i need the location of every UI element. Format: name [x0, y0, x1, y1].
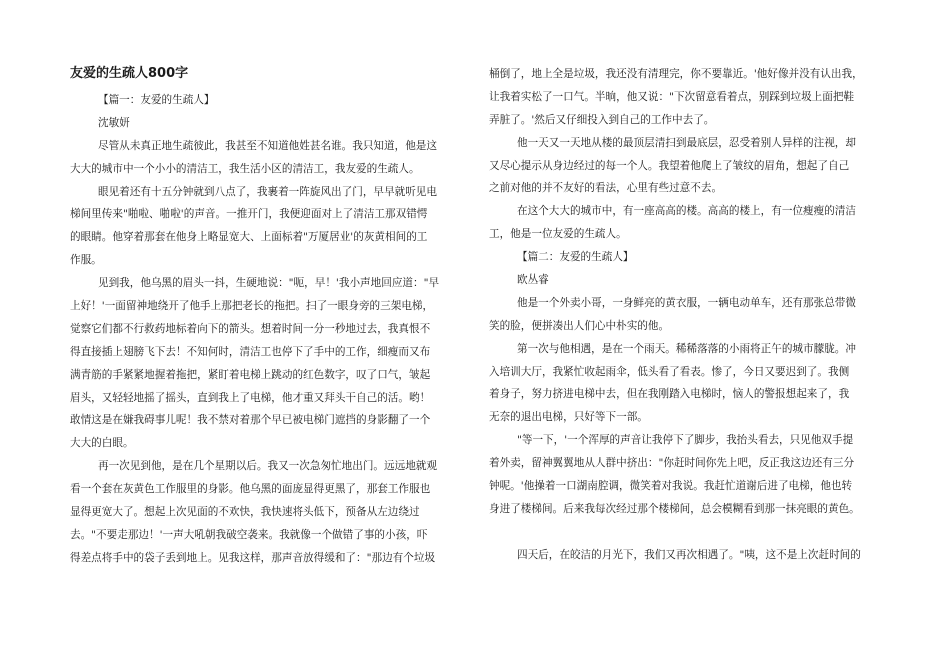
text-line: 着外卖，留神翼翼地从人群中挤出："你赶时间你先上吧，反正我这边还有三分 — [489, 457, 855, 470]
text-line: 又尽心提示从身边经过的每一个人。我望着他爬上了皱纹的眉角，想起了自己 — [489, 159, 850, 172]
text-line: 的眼睛。他穿着那套在他身上略显宽大、上面标着"万厦居业'的灰黄相间的工 — [70, 231, 428, 244]
text-line: 梯间里传来"啪啦、啪啦'的声音。一推开门，我便迎面对上了清洁工那双错愕 — [70, 208, 428, 221]
text-line: 【篇二：友爱的生疏人】 — [517, 251, 634, 264]
text-line: 大大的城市中一个小小的清洁工，我生活小区的清洁工，我友爱的生疏人。 — [70, 162, 420, 175]
text-line: 之前对他的并不友好的看法，心里有些过意不去。 — [489, 182, 723, 195]
text-line: 大大的白眼。 — [70, 437, 134, 450]
text-line: 尽管从未真正地生疏彼此，我甚至不知道他姓甚名谁。我只知道，他是这 — [98, 139, 437, 152]
text-line: 身进了楼梯间。后来我每次经过那个楼梯间，总会模糊看到那一抹亮眼的黄色。 — [489, 502, 860, 515]
text-line: 看一个套在灰黄色工作服里的身影。他乌黑的面庞显得更黑了，那套工作服也 — [70, 483, 431, 496]
text-line: 笑的脸，便拼凑出人们心中朴实的他。 — [489, 319, 670, 332]
text-line: 【篇一：友爱的生疏人】 — [98, 94, 215, 106]
text-line: 在这个大大的城市中，有一座高高的楼。高高的楼上，有一位瘦瘦的清洁 — [517, 205, 856, 218]
text-line: 沈敏妍 — [98, 116, 130, 129]
text-line: 弄脏了。'然后又仔细投入到自己的工作中去了。 — [489, 113, 715, 126]
text-line: 桶倒了，地上全是垃圾，我还没有清理完，你不要靠近。'他好像并没有认出我， — [489, 68, 863, 80]
text-line: 他是一个外卖小哥，一身鲜亮的黄衣服，一辆电动单车，还有那张总带微 — [517, 296, 856, 309]
text-line: 无奈的退出电梯，只好等下一部。 — [489, 411, 648, 424]
text-line: 钟呢。'他操着一口湖南腔调，微笑着对我说。我赶忙道谢后进了电梯，他也转 — [489, 480, 853, 493]
text-line: 见到我，他乌黑的眉头一抖，生硬地说："呃，早！'我小声地回应道："早 — [98, 277, 440, 290]
right-text-column — [489, 63, 881, 567]
text-line: 第一次与他相遇，是在一个雨天。稀稀落落的小雨将正午的城市朦胧。冲 — [517, 342, 856, 355]
text-line: 去。"不要走那边！'一声大吼朝我破空袭来。我就像一个做错了事的小孩，吓 — [70, 528, 428, 541]
text-line: 眉头，又轻轻地摇了摇头，直到我上了电梯，他才重又拜头干自己的活。哟！ — [70, 391, 431, 404]
text-line: 眼见着还有十五分钟就到八点了，我裹着一阵旋风出了门，早早就听见电 — [98, 185, 437, 198]
page-title: 友爱的生疏人800字 — [70, 66, 189, 81]
left-text-column — [70, 89, 462, 570]
text-line: 上好！'一面留神地绕开了他手上那把老长的拖把。扫了一眼身旁的三架电梯， — [70, 300, 434, 313]
text-line: 得直接插上翅膀飞下去！不知何时，清洁工也停下了手中的工作，细瘦而又布 — [70, 345, 431, 358]
text-line: 四天后，在皎洁的月光下，我们又再次相遇了。"咦，这不是上次赶时间的 — [517, 548, 861, 561]
text-line: 欧丛睿 — [517, 274, 549, 287]
text-line: 再一次见到他，是在几个星期以后。我又一次急匆忙地出门。远远地就观 — [98, 460, 437, 473]
text-line: 显得更宽大了。想起上次见面的不欢快，我快速将头低下，预备从左边绕过 — [70, 506, 420, 519]
text-line: 作服。 — [70, 254, 102, 267]
text-line: 工，他是一位友爱的生疏人。 — [489, 228, 627, 241]
text-line: 入培训大厅，我紧忙收起雨伞，低头看了看表。惨了，今日又要迟到了。我侧 — [489, 365, 850, 378]
text-line: 让我着实松了一口气。半晌，他又说："下次留意看着点，别踩到垃圾上面把鞋 — [489, 90, 855, 103]
text-line: 得差点将手中的袋子丢到地上。见我这样，那声音放得缓和了："那边有个垃圾 — [70, 551, 436, 564]
text-line: 着身子，努力挤进电梯中去，但在我刚踏入电梯时，恼人的警报想起来了，我 — [489, 388, 850, 401]
text-line — [489, 521, 881, 544]
text-line: 觉察它们都不行救药地标着向下的箭头。想着时间一分一秒地过去，我真恨不 — [70, 322, 431, 335]
text-line: 他一天又一天地从楼的最顶层清扫到最底层，忍受着别人异样的注视，却 — [517, 136, 856, 149]
text-line: 满青筋的手紧紧地握着拖把，紧盯着电梯上跳动的红色数字，叹了口气，皱起 — [70, 368, 431, 381]
text-line: 敢情这是在嫌我碍事儿呢！我不禁对着那个早已被电梯门遮挡的身影翻了一个 — [70, 414, 431, 427]
text-line: "等一下，'一个浑厚的声音让我停下了脚步，我抬头看去，只见他双手提 — [517, 434, 854, 447]
